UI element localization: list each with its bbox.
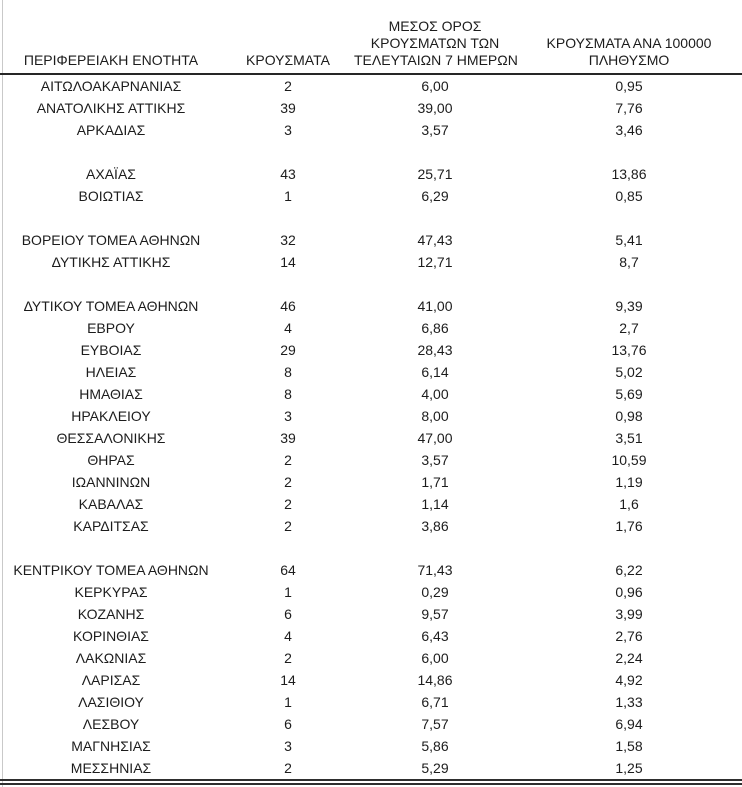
cell-avg7: 4,00 (421, 386, 449, 402)
table-row (0, 449, 742, 471)
table-row (0, 669, 742, 691)
table-row (0, 493, 742, 515)
cell-avg7: 3,57 (421, 122, 449, 138)
cell-avg7: 5,29 (421, 760, 449, 776)
cell-avg7: 0,29 (421, 584, 449, 600)
cell-region: ΗΛΕΙΑΣ (85, 364, 137, 380)
cell-per100k: 3,51 (615, 430, 643, 446)
table-row (0, 119, 742, 141)
cell-cases: 2 (284, 78, 292, 94)
cell-cases: 4 (284, 628, 292, 644)
cell-per100k: 13,86 (611, 166, 647, 182)
cell-region: ΑΧΑΪΑΣ (86, 166, 136, 182)
cell-per100k: 2,24 (615, 650, 643, 666)
table-row (0, 757, 742, 779)
cell-avg7: 6,00 (421, 650, 449, 666)
cell-cases: 2 (284, 474, 292, 490)
cell-avg7: 14,86 (417, 672, 453, 688)
cell-per100k: 1,33 (615, 694, 643, 710)
column-header-line: ΠΛΗΘΥΣΜΟ (588, 52, 670, 68)
cell-avg7: 7,57 (421, 716, 449, 732)
table-row (0, 603, 742, 625)
cell-per100k: 2,76 (615, 628, 643, 644)
cell-region: ΗΜΑΘΙΑΣ (79, 386, 143, 402)
cell-cases: 8 (284, 386, 292, 402)
cell-cases: 1 (284, 584, 292, 600)
table-row (0, 625, 742, 647)
column-header-avg7 (354, 18, 516, 69)
cell-region: ΛΕΣΒΟΥ (82, 716, 140, 732)
column-header-region (0, 52, 222, 69)
cell-avg7: 3,86 (421, 518, 449, 534)
cell-avg7: 6,43 (421, 628, 449, 644)
table-row (0, 295, 742, 317)
cell-avg7: 12,71 (417, 254, 453, 270)
cell-per100k: 3,46 (615, 122, 643, 138)
table-bottom-double-rule (0, 779, 742, 785)
spacer-row (0, 207, 742, 229)
cell-cases: 3 (284, 408, 292, 424)
cell-avg7: 6,86 (421, 320, 449, 336)
table-body (0, 75, 742, 779)
cell-cases: 6 (284, 606, 292, 622)
cell-region: ΑΝΑΤΟΛΙΚΗΣ ΑΤΤΙΚΗΣ (36, 100, 186, 116)
cell-region: ΚΟΖΑΝΗΣ (77, 606, 145, 622)
cell-cases: 32 (280, 232, 296, 248)
cell-cases: 4 (284, 320, 292, 336)
cell-avg7: 47,00 (417, 430, 453, 446)
column-header-line: ΜΕΣΟΣ ΟΡΟΣ (388, 18, 482, 34)
cell-region: ΜΕΣΣΗΝΙΑΣ (70, 760, 152, 776)
cell-avg7: 6,14 (421, 364, 449, 380)
cell-region: ΚΑΒΑΛΑΣ (78, 496, 144, 512)
table-header-row (0, 0, 742, 75)
table-row (0, 75, 742, 97)
table-row (0, 559, 742, 581)
cell-per100k: 1,76 (615, 518, 643, 534)
cell-cases: 8 (284, 364, 292, 380)
cell-avg7: 8,00 (421, 408, 449, 424)
cell-region: ΛΑΚΩΝΙΑΣ (75, 650, 147, 666)
cell-region: ΔΥΤΙΚΗΣ ΑΤΤΙΚΗΣ (51, 254, 171, 270)
cell-cases: 2 (284, 760, 292, 776)
column-header-cases (222, 52, 354, 69)
cell-per100k: 9,39 (615, 298, 643, 314)
cell-per100k: 7,76 (615, 100, 643, 116)
table-row (0, 427, 742, 449)
cell-per100k: 6,94 (615, 716, 643, 732)
cell-region: ΚΟΡΙΝΘΙΑΣ (73, 628, 149, 644)
cell-per100k: 1,6 (619, 496, 639, 512)
cell-region: ΑΙΤΩΛΟΑΚΑΡΝΑΝΙΑΣ (40, 78, 182, 94)
cell-region: ΒΟΙΩΤΙΑΣ (78, 188, 144, 204)
cell-cases: 2 (284, 518, 292, 534)
cell-cases: 3 (284, 738, 292, 754)
spacer-row (0, 141, 742, 163)
cell-avg7: 6,29 (421, 188, 449, 204)
cell-region: ΚΕΝΤΡΙΚΟΥ ΤΟΜΕΑ ΑΘΗΝΩΝ (13, 562, 209, 578)
cell-region: ΔΥΤΙΚΟΥ ΤΟΜΕΑ ΑΘΗΝΩΝ (23, 298, 199, 314)
cell-region: ΑΡΚΑΔΙΑΣ (76, 122, 146, 138)
cell-cases: 46 (280, 298, 296, 314)
table-row (0, 471, 742, 493)
cell-per100k: 5,41 (615, 232, 643, 248)
cell-cases: 1 (284, 188, 292, 204)
cell-per100k: 0,85 (615, 188, 643, 204)
cell-cases: 14 (280, 672, 296, 688)
cell-per100k: 6,22 (615, 562, 643, 578)
cell-per100k: 4,92 (615, 672, 643, 688)
cell-cases: 2 (284, 452, 292, 468)
table-row (0, 185, 742, 207)
table-row (0, 229, 742, 251)
cell-region: ΙΩΑΝΝΙΝΩΝ (71, 474, 151, 490)
table-row (0, 647, 742, 669)
cell-region: ΛΑΡΙΣΑΣ (81, 672, 141, 688)
table-row (0, 581, 742, 603)
cell-per100k: 10,59 (611, 452, 647, 468)
cell-cases: 64 (280, 562, 296, 578)
cell-per100k: 2,7 (619, 320, 639, 336)
cell-cases: 43 (280, 166, 296, 182)
table-row (0, 361, 742, 383)
column-header-line: ΤΕΛΕΥΤΑΙΩΝ 7 ΗΜΕΡΩΝ (354, 52, 518, 68)
cell-cases: 6 (284, 716, 292, 732)
cell-cases: 39 (280, 430, 296, 446)
table-row (0, 405, 742, 427)
table-row (0, 163, 742, 185)
cell-per100k: 8,7 (619, 254, 639, 270)
spacer-row (0, 537, 742, 559)
cell-avg7: 28,43 (417, 342, 453, 358)
cell-avg7: 39,00 (417, 100, 453, 116)
cell-avg7: 1,14 (421, 496, 449, 512)
cell-avg7: 25,71 (417, 166, 453, 182)
cell-avg7: 5,86 (421, 738, 449, 754)
table-row (0, 251, 742, 273)
cell-per100k: 0,95 (615, 78, 643, 94)
column-header-line: ΚΡΟΥΣΜΑΤΑ (246, 52, 330, 68)
table-row (0, 735, 742, 757)
cell-region: ΛΑΣΙΘΙΟΥ (78, 694, 144, 710)
table-row (0, 339, 742, 361)
cell-region: ΘΕΣΣΑΛΟΝΙΚΗΣ (56, 430, 166, 446)
column-header-line: ΠΕΡΙΦΕΡΕΙΑΚΗ ΕΝΟΤΗΤΑ (23, 52, 199, 68)
cell-per100k: 0,96 (615, 584, 643, 600)
cell-cases: 1 (284, 694, 292, 710)
cell-region: ΗΡΑΚΛΕΙΟΥ (71, 408, 151, 424)
cell-per100k: 1,25 (615, 760, 643, 776)
spacer-row (0, 273, 742, 295)
cell-per100k: 0,98 (615, 408, 643, 424)
table-row (0, 97, 742, 119)
cell-region: ΕΒΡΟΥ (87, 320, 135, 336)
cell-avg7: 6,71 (421, 694, 449, 710)
cell-avg7: 1,71 (421, 474, 449, 490)
column-header-line: ΚΡΟΥΣΜΑΤΑ ΑΝΑ 100000 (546, 35, 712, 51)
table-row (0, 691, 742, 713)
cell-avg7: 41,00 (417, 298, 453, 314)
cell-region: ΚΑΡΔΙΤΣΑΣ (73, 518, 149, 534)
column-header-line: ΚΡΟΥΣΜΑΤΩΝ ΤΩΝ (370, 35, 500, 51)
table-row (0, 317, 742, 339)
cell-avg7: 6,00 (421, 78, 449, 94)
cell-per100k: 5,69 (615, 386, 643, 402)
cell-per100k: 1,19 (615, 474, 643, 490)
cell-cases: 14 (280, 254, 296, 270)
cell-region: ΚΕΡΚΥΡΑΣ (74, 584, 148, 600)
cell-per100k: 5,02 (615, 364, 643, 380)
cell-cases: 2 (284, 650, 292, 666)
cell-avg7: 47,43 (417, 232, 453, 248)
cell-cases: 39 (280, 100, 296, 116)
cell-per100k: 13,76 (611, 342, 647, 358)
cell-region: ΘΗΡΑΣ (87, 452, 135, 468)
table-row (0, 383, 742, 405)
cell-per100k: 1,58 (615, 738, 643, 754)
cell-avg7: 71,43 (417, 562, 453, 578)
cell-region: ΒΟΡΕΙΟΥ ΤΟΜΕΑ ΑΘΗΝΩΝ (21, 232, 201, 248)
table-row (0, 515, 742, 537)
cell-avg7: 3,57 (421, 452, 449, 468)
cell-cases: 29 (280, 342, 296, 358)
cell-cases: 2 (284, 496, 292, 512)
cell-cases: 3 (284, 122, 292, 138)
column-header-per100k (516, 35, 742, 69)
table-row (0, 713, 742, 735)
cell-region: ΕΥΒΟΙΑΣ (80, 342, 142, 358)
cell-region: ΜΑΓΝΗΣΙΑΣ (71, 738, 151, 754)
cell-per100k: 3,99 (615, 606, 643, 622)
cell-avg7: 9,57 (421, 606, 449, 622)
